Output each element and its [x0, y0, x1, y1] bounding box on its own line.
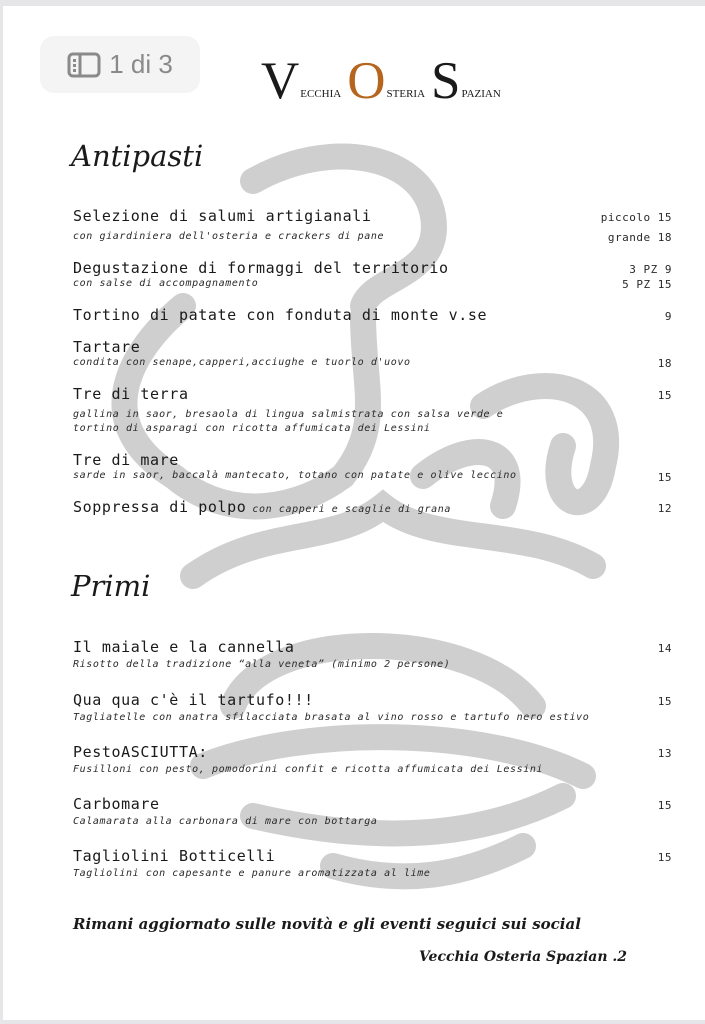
section-title-primi: Primi — [71, 569, 151, 603]
item-price: 15 — [657, 851, 672, 864]
item-name: Selezione di salumi artigianali — [73, 207, 372, 225]
item-price: 3 PZ 9 — [629, 263, 672, 276]
item-price: 15 — [657, 799, 672, 812]
menu-item — [73, 638, 672, 670]
item-price: piccolo 15 — [600, 211, 672, 224]
item-desc: con giardiniera dell'osteria e crackers di pane — [73, 231, 385, 242]
item-desc: tortino di asparagi con ricotta affumicata dei Lessini — [73, 423, 431, 434]
menu-item — [73, 306, 672, 324]
logo-word-osteria: STERIA — [386, 88, 426, 100]
item-desc: condita con senape,capperi,acciughe e tuorlo d'uovo — [73, 357, 411, 368]
item-name-text: Soppressa di polpo — [73, 498, 247, 516]
item-desc: Fusilloni con pesto, pomodorini confit e ricotta affumicata dei Lessini — [73, 764, 544, 775]
item-price: 14 — [657, 642, 672, 655]
menu-item — [73, 795, 672, 827]
item-desc: con capperi e scaglie di grana — [252, 504, 451, 515]
item-name: Degustazione di formaggi del territorio — [73, 259, 449, 277]
item-name — [73, 498, 672, 516]
item-name: Tartare — [73, 338, 141, 356]
item-desc: Calamarata alla carbonara di mare con bottarga — [73, 816, 378, 827]
item-name: Carbomare — [73, 795, 160, 813]
menu-item — [73, 691, 672, 723]
page-indicator-text: 1 di 3 — [109, 49, 173, 79]
item-name: Qua qua c'è il tartufo!!! — [73, 691, 314, 709]
restaurant-signature: Vecchia Osteria Spazian .2 — [418, 949, 627, 965]
item-desc: gallina in saor, bresaola di lingua salmistrata con salsa verde e — [73, 409, 504, 420]
logo-initial-o: O — [347, 52, 386, 110]
menu-item — [73, 207, 672, 242]
menu-item — [73, 847, 672, 879]
item-price: 18 — [657, 357, 672, 370]
item-price: 15 — [657, 695, 672, 708]
logo-word-spazian: PAZIAN — [461, 88, 501, 100]
item-name: PestoASCIUTTA: — [73, 743, 208, 761]
item-name: Tagliolini Botticelli — [73, 847, 276, 865]
menu-page — [3, 6, 705, 1020]
menu-item — [73, 498, 672, 516]
item-price: 15 — [657, 389, 672, 402]
item-price: grande 18 — [607, 231, 672, 244]
item-name: Il maiale e la cannella — [73, 638, 295, 656]
item-name: Tre di terra — [73, 385, 189, 403]
item-price: 12 — [657, 502, 672, 515]
item-price: 13 — [657, 747, 672, 760]
item-desc: Tagliolini con capesante e panure aromatizzata al lime — [73, 868, 431, 879]
item-price: 15 — [657, 471, 672, 484]
menu-item — [73, 743, 672, 775]
item-name: Tortino di patate con fonduta di monte v.se — [73, 306, 488, 324]
section-title-antipasti: Antipasti — [71, 139, 204, 173]
social-note: Rimani aggiornato sulle novità e gli eventi seguici sui social — [73, 915, 581, 933]
item-price: 9 — [664, 310, 672, 323]
sidebar-icon — [67, 52, 101, 78]
item-name: Tre di mare — [73, 451, 179, 469]
menu-item — [73, 259, 672, 289]
item-desc: Risotto della tradizione “alla veneta” (minimo 2 persone) — [73, 659, 451, 670]
item-desc: sarde in saor, baccalà mantecato, totano con patate e olive leccino — [73, 470, 517, 481]
page-indicator-badge[interactable] — [40, 36, 200, 93]
item-desc: con salse di accompagnamento — [73, 278, 259, 289]
item-desc: Tagliatelle con anatra sfilacciata brasata al vino rosso e tartufo nero estivo — [73, 712, 590, 723]
menu-item — [73, 385, 672, 434]
logo-word-vecchia: ECCHIA — [300, 88, 342, 100]
logo-initial-s: S — [431, 52, 461, 110]
menu-item — [73, 338, 672, 368]
restaurant-logo — [261, 52, 507, 110]
item-price: 5 PZ 15 — [622, 278, 672, 291]
menu-item — [73, 451, 672, 484]
logo-initial-v: V — [261, 52, 300, 110]
